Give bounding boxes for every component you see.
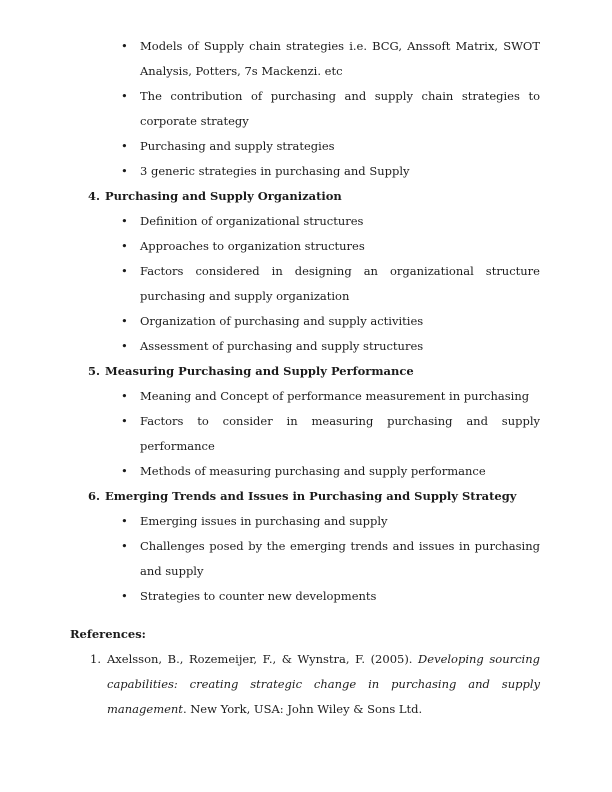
bullet-text: Factors considered in designing an organizational structure purchasing and supply organization: [140, 264, 540, 303]
bullet-text: Organization of purchasing and supply activities: [140, 314, 424, 328]
bullet-item: [70, 134, 540, 159]
bullet-text: Emerging issues in purchasing and supply: [140, 514, 388, 528]
bullet-icon: •: [121, 239, 128, 253]
bullet-icon: •: [121, 464, 128, 478]
section-bullet-list: [70, 209, 540, 359]
bullet-icon: •: [121, 389, 128, 403]
reference-number: 1.: [90, 652, 101, 666]
bullet-item: [70, 159, 540, 184]
outline-section-6: [70, 484, 540, 609]
section-title: Purchasing and Supply Organization: [105, 189, 342, 203]
outline-section-4: [70, 184, 540, 359]
bullet-item: [70, 384, 540, 409]
reference-text-italic: Developing sourcing capabilities: creating strategic change in purchasing and supply management: [107, 652, 540, 716]
bullet-icon: •: [121, 264, 128, 278]
bullet-item: [70, 334, 540, 359]
bullet-icon: •: [121, 539, 128, 553]
bullet-icon: •: [121, 89, 128, 103]
bullet-item: [70, 534, 540, 584]
section-bullet-list: [70, 509, 540, 609]
reference-text: [107, 647, 540, 722]
references-heading: References:: [70, 627, 146, 641]
bullet-text: Purchasing and supply strategies: [140, 139, 335, 153]
bullet-item: [70, 459, 540, 484]
bullet-text: Models of Supply chain strategies i.e. BCG, Anssoft Matrix, SWOT Analysis, Potters, 7s Mackenzi. etc: [140, 39, 540, 78]
bullet-text: Methods of measuring purchasing and supply performance: [140, 464, 486, 478]
section-title: Emerging Trends and Issues in Purchasing and Supply Strategy: [105, 489, 517, 503]
outline-section-5: [70, 359, 540, 484]
section-number: 6.: [88, 489, 101, 503]
bullet-item: [70, 34, 540, 84]
bullet-item: [70, 209, 540, 234]
continuation-bullet-list: [70, 34, 540, 184]
bullet-text: Factors to consider in measuring purchasing and supply performance: [140, 414, 540, 453]
bullet-item: [70, 259, 540, 309]
bullet-icon: •: [121, 339, 128, 353]
bullet-text: Meaning and Concept of performance measurement in purchasing: [140, 389, 530, 403]
section-heading: [70, 484, 540, 509]
bullet-text: Approaches to organization structures: [140, 239, 365, 253]
bullet-item: [70, 409, 540, 459]
section-title: Measuring Purchasing and Supply Performance: [105, 364, 414, 378]
bullet-icon: •: [121, 139, 128, 153]
reference-item: [70, 647, 540, 722]
bullet-icon: •: [121, 514, 128, 528]
bullet-text: 3 generic strategies in purchasing and Supply: [140, 164, 410, 178]
bullet-item: [70, 309, 540, 334]
section-bullet-list: [70, 384, 540, 484]
bullet-icon: •: [121, 314, 128, 328]
section-number: 4.: [88, 189, 101, 203]
bullet-item: [70, 584, 540, 609]
reference-text-plain: Axelsson, B., Rozemeijer, F., & Wynstra, F. (2005).: [107, 652, 419, 666]
bullet-text: The contribution of purchasing and supply chain strategies to corporate strategy: [140, 89, 540, 128]
bullet-text: Challenges posed by the emerging trends and issues in purchasing and supply: [140, 539, 540, 578]
bullet-icon: •: [121, 39, 128, 53]
bullet-text: Definition of organizational structures: [140, 214, 364, 228]
bullet-icon: •: [121, 214, 128, 228]
bullet-icon: •: [121, 164, 128, 178]
bullet-item: [70, 509, 540, 534]
bullet-icon: •: [121, 414, 128, 428]
bullet-item: [70, 234, 540, 259]
reference-text-plain: . New York, USA: John Wiley & Sons Ltd.: [182, 702, 423, 716]
bullet-text: Strategies to counter new developments: [140, 589, 377, 603]
section-heading: [70, 184, 540, 209]
references-section: [70, 622, 540, 722]
bullet-item: [70, 84, 540, 134]
bullet-text: Assessment of purchasing and supply structures: [140, 339, 424, 353]
section-heading: [70, 359, 540, 384]
bullet-icon: •: [121, 589, 128, 603]
references-list: [70, 647, 540, 722]
section-number: 5.: [88, 364, 101, 378]
